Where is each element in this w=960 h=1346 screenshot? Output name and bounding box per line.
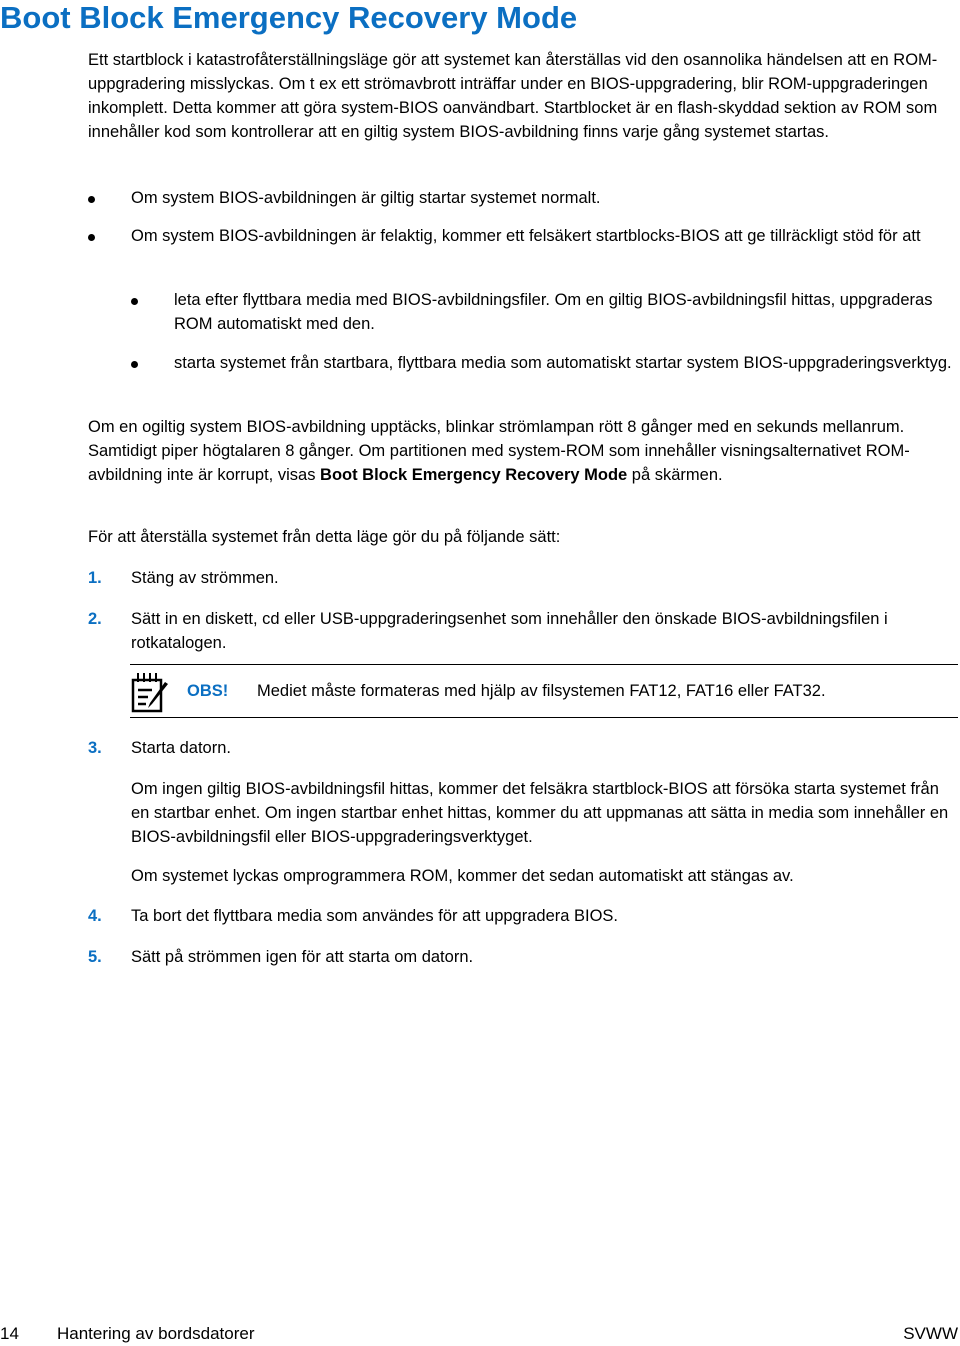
step-number: 4. (88, 907, 102, 925)
note-label: OBS! (187, 682, 229, 700)
invalid-text-after: på skärmen. (627, 466, 723, 484)
step-text: Stäng av strömmen. (131, 569, 279, 587)
recovery-mode-name: Boot Block Emergency Recovery Mode (320, 466, 628, 484)
step-text: Starta datorn. (131, 739, 231, 757)
step-number: 1. (88, 569, 102, 587)
footer-section-title: Hantering av bordsdatorer (57, 1324, 255, 1343)
page-title: Boot Block Emergency Recovery Mode (0, 0, 578, 35)
intro-paragraph: Ett startblock i katastrofåterställningsläge gör att systemet kan återställas vid den osannolika händelsen att en ROM-uppgradering misslyckas. Om t ex ett strömavbrott inträffar under en BIOS-uppgradering, blir ROM-uppgraderingen inkomplett. Detta kommer att göra system-BIOS oanvändbart. Startblocket är en flash-skyddad sektion av ROM som innehåller kod som kontrollerar att en giltig system BIOS-avbildning finns varje gång systemet startas. (88, 51, 938, 141)
bullet-dot (88, 234, 95, 241)
step-text: Sätt på strömmen igen för att starta om datorn. (131, 948, 474, 966)
step-text: Ta bort det flyttbara media som användes för att uppgradera BIOS. (131, 907, 619, 925)
sub-bullet-dot (131, 298, 138, 305)
step-number: 3. (88, 739, 102, 757)
sub-bullet-start-media: starta systemet från startbara, flyttbara media som automatiskt startar system BIOS-uppgraderingsverktyg. (174, 354, 952, 372)
bullet-valid: Om system BIOS-avbildningen är giltig startar systemet normalt. (131, 189, 601, 207)
invalid-image-paragraph (88, 415, 960, 487)
sub-bullet-dot (131, 361, 138, 368)
restore-intro: För att återställa systemet från detta läge gör du på följande sätt: (88, 528, 561, 546)
step-number: 5. (88, 948, 102, 966)
step-text: Sätt in en diskett, cd eller USB-uppgraderingsenhet som innehåller den önskade BIOS-avbildningsfilen i rotkatalogen. (131, 610, 888, 652)
invalid-text-before: Om en ogiltig system BIOS-avbildning upptäcks, blinkar strömlampan rött 8 gånger med en sekunds mellanrum. Samtidigt piper högtalaren 8 gånger. Om partitionen med system-ROM som innehåller visningsalternativet ROM-avbildning inte är korrupt, visas (88, 418, 910, 484)
sub-bullet-search-media: leta efter flyttbara media med BIOS-avbildningsfiler. Om en giltig BIOS-avbildningsfil hittas, uppgraderas ROM automatiskt med den. (174, 291, 933, 333)
note-text: Mediet måste formateras med hjälp av filsystemen FAT12, FAT16 eller FAT32. (257, 682, 826, 700)
note-bottom-rule (130, 717, 958, 718)
note-top-rule (130, 664, 958, 665)
step-number: 2. (88, 610, 102, 628)
bullet-invalid: Om system BIOS-avbildningen är felaktig, kommer ett felsäkert startblocks-BIOS att ge tillräckligt stöd för att (131, 227, 921, 245)
bullet-dot (88, 196, 95, 203)
step3-paragraph: Om systemet lyckas omprogrammera ROM, kommer det sedan automatiskt att stängas av. (131, 867, 794, 885)
note-pencil-icon (130, 670, 170, 714)
step3-paragraph: Om ingen giltig BIOS-avbildningsfil hittas, kommer det felsäkra startblock-BIOS att försöka starta systemet från en startbar enhet. Om ingen startbar enhet hittas, kommer du att uppmanas att sätta in media som innehåller en BIOS-avbildningsfil eller BIOS-uppgraderingsverktyget. (131, 780, 949, 846)
footer-page-number: 14 (0, 1324, 19, 1343)
footer-doc-code: SVWW (903, 1324, 958, 1343)
